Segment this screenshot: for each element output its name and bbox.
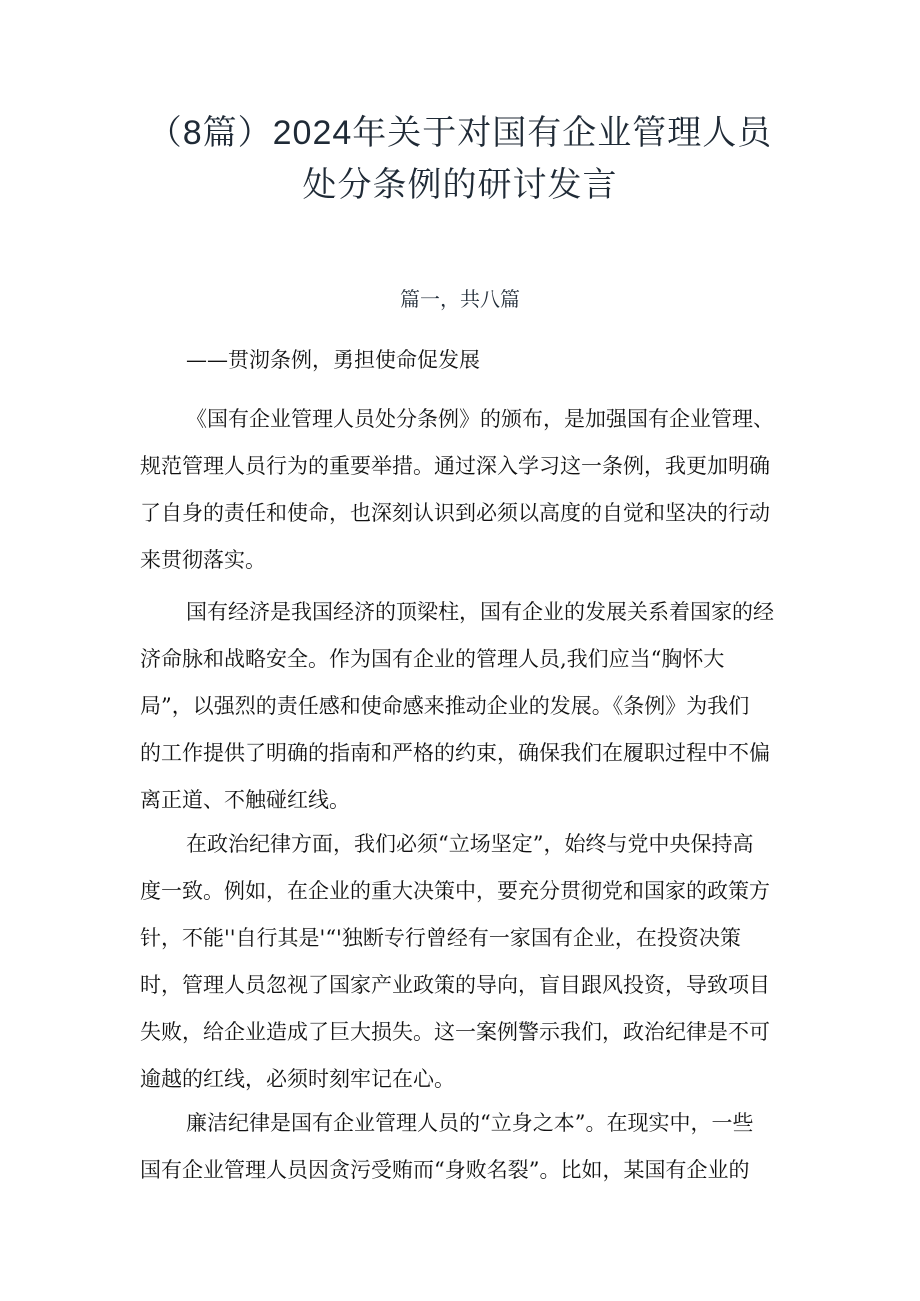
document-title-line-1: （8篇）2024年关于对国有企业管理人员	[147, 114, 773, 152]
paragraph-line: 规范管理人员行为的重要举措。通过深入学习这一条例，我更加明确	[140, 454, 770, 478]
paragraph-line: 失败，给企业造成了巨大损失。这一案例警示我们，政治纪律是不可	[140, 1020, 770, 1044]
paragraph-line: 离正道、不触碰红线。	[140, 788, 350, 812]
paragraph-3	[140, 821, 800, 1103]
paragraph-line: 济命脉和战略安全。作为国有企业的管理人员,我们应当“胸怀大	[140, 647, 725, 671]
paragraph-line: 局”，以强烈的责任感和使命感来推动企业的发展。《条例》为我们	[140, 694, 750, 718]
paragraph-line: 逾越的红线，必须时刻牢记在心。	[140, 1067, 455, 1091]
paragraph-line: 针，不能''自行其是'“'独断专行曾经有一家国有企业，在投资决策	[140, 926, 741, 950]
paragraph-line: 的工作提供了明确的指南和严格的约束，确保我们在履职过程中不偏	[140, 741, 770, 765]
paragraph-2	[140, 589, 800, 824]
section-tagline: ——贯沏条例，勇担使命促发展	[186, 348, 480, 372]
paragraph-line: 时，管理人员忽视了国家产业政策的导向，盲目跟风投资，导致项目	[140, 973, 770, 997]
paragraph-line: 来贯彻落实。	[140, 548, 266, 572]
paragraph-line: 了自身的责任和使命，也深刻认识到必须以高度的自觉和坚决的行动	[140, 501, 770, 525]
paragraph-line: 在政治纪律方面，我们必须“立场坚定”，始终与党中央保持高	[186, 832, 754, 856]
paragraph-line: 国有经济是我国经济的顶梁柱，国有企业的发展关系着国家的经	[186, 600, 774, 624]
paragraph-line: 度一致。例如，在企业的重大决策中，要充分贯彻党和国家的政策方	[140, 879, 770, 903]
paragraph-line: 国有企业管理人员因贪污受贿而“身败名裂”。比如，某国有企业的	[140, 1158, 750, 1182]
section-subheading: 篇一，共八篇	[400, 287, 520, 311]
paragraph-4	[140, 1100, 800, 1194]
document-title-line-2: 处分条例的研讨发言	[302, 166, 618, 204]
paragraph-line: 《国有企业管理人员处分条例》的颁布，是加强国有企业管理、	[186, 407, 774, 431]
paragraph-line: 廉洁纪律是国有企业管理人员的“立身之本”。在现实中，一些	[186, 1111, 754, 1135]
paragraph-1	[140, 396, 800, 584]
